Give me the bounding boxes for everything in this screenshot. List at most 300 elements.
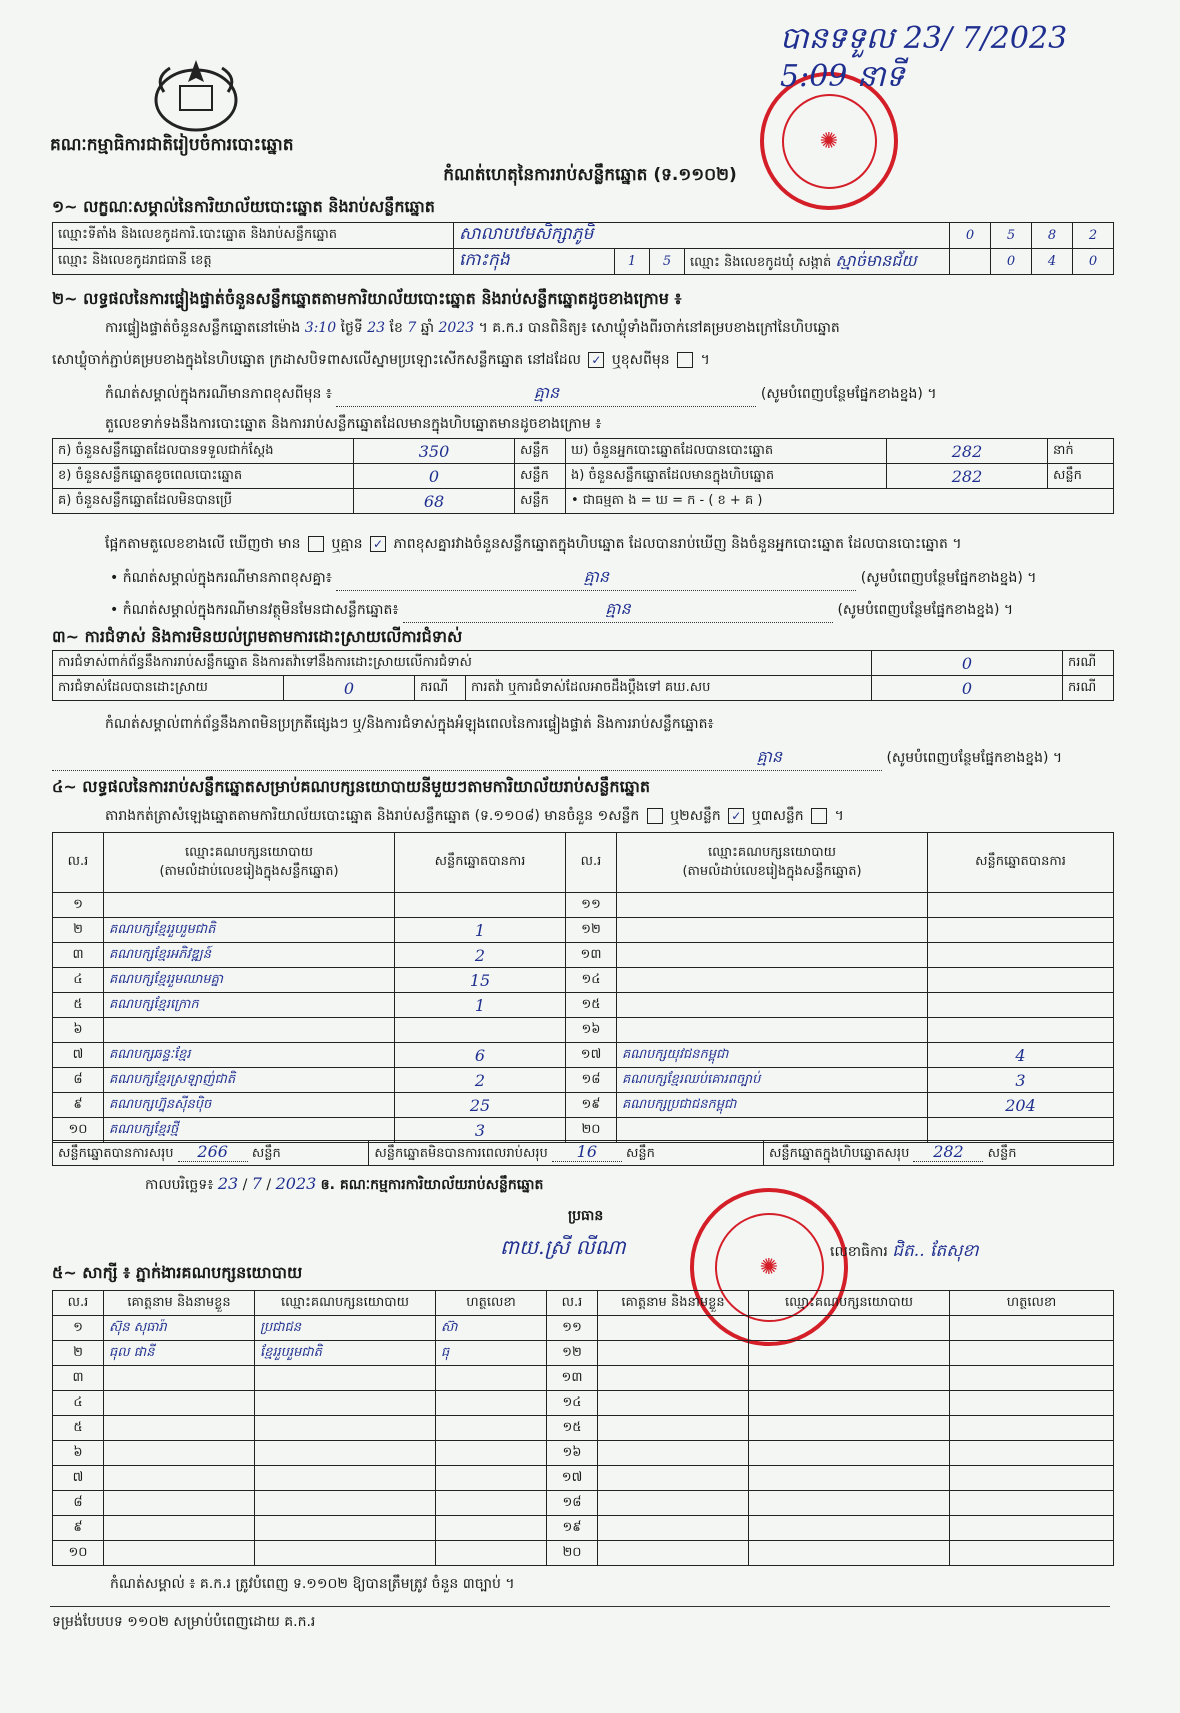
province-label: ឈ្មោះ និងលេខកូដរាជធានី ខេត្ត [53, 249, 454, 275]
party-results-table [52, 832, 1114, 1143]
witness-no-right: ១៤ [547, 1391, 598, 1416]
unused-ballots-value: 68 [354, 489, 515, 514]
witness-signature [436, 1441, 547, 1466]
spoiled-ballots-value: 0 [354, 464, 515, 489]
party-no-right: ១៩ [566, 1093, 617, 1118]
witness-party-right [749, 1366, 950, 1391]
table-row [53, 1416, 1114, 1441]
party-no-right: ១៥ [566, 993, 617, 1018]
objection-value: 0 [872, 651, 1063, 676]
voters-unit: នាក់ [1048, 439, 1114, 464]
party-name-right [617, 893, 928, 918]
witness-signature [436, 1416, 547, 1441]
witness-signature-right [950, 1441, 1114, 1466]
witness-col-sign: ហត្ថលេខា [436, 1291, 547, 1316]
form-title: កំណត់ហេតុនៃការរាប់សន្លឹកឆ្នោត (ទ.១១០២) [443, 165, 737, 185]
diff-check-text-a: ផ្អែកតាមតួលេខខាងលើ ឃើញថា មាន [105, 536, 301, 552]
commune-code-blank [950, 249, 991, 275]
witness-party [255, 1516, 436, 1541]
table-row [53, 1366, 1114, 1391]
party-name: គណបក្សខ្មែរស្រឡាញ់ជាតិ [104, 1068, 395, 1093]
verify-time: 3:10 [304, 320, 337, 336]
witness-name-right [598, 1316, 749, 1341]
col-party-sub: (តាមលំដាប់លេខរៀងក្នុងសន្លឹកឆ្នោត) [159, 863, 339, 879]
total-invalid-label: សន្លឹកឆ្នោតមិនបានការពេលរាប់សរុប [374, 1146, 548, 1161]
witness-name-right [598, 1516, 749, 1541]
table-row [53, 1068, 1114, 1093]
president-label: ប្រធាន [568, 1208, 604, 1224]
location-code-3: 8 [1032, 223, 1073, 249]
verify-text-e: ។ គ.ក.រ បានពិនិត្យ៖ សោឃ្លុំទាំងពីរចាក់នៅគម្របខាងក្រៅនៃហិបឆ្នោត [478, 320, 840, 336]
commune-code-3: 0 [1073, 249, 1114, 275]
party-name-right [617, 943, 928, 968]
section1-heading: ១~ លក្ខណៈសម្គាល់នៃការិយាល័យបោះឆ្នោត និងរាប់សន្លឹកឆ្នោត [52, 197, 435, 216]
witness-party-right [749, 1416, 950, 1441]
section3-heading: ៣~ ការជំទាស់ និងការមិនយល់ព្រមតាមការដោះស្រាយលើការជំទាស់ [52, 627, 463, 646]
col-party-right [617, 833, 928, 893]
witness-party: ប្រជាជន [255, 1316, 436, 1341]
location-label: ឈ្មោះទីតាំង និងលេខកូដការិ.បោះឆ្នោត និងរាប់សន្លឹកឆ្នោត [53, 223, 454, 249]
witness-name [104, 1466, 255, 1491]
witness-party-right [749, 1316, 950, 1341]
total-valid-value: 266 [178, 1142, 248, 1162]
total-box-cell [764, 1141, 1114, 1166]
party-name-right [617, 1018, 928, 1043]
witness-name [104, 1391, 255, 1416]
commune-value: ស្មាច់មានជ័យ [835, 250, 917, 270]
witness-signature: ធុ [436, 1341, 547, 1366]
location-value: សាលាបឋមសិក្សាភូមិ [454, 223, 950, 249]
difference-note-line [105, 382, 937, 407]
tally-table [52, 438, 1114, 514]
party-votes-right [928, 968, 1114, 993]
object-note-suffix: (សូមបំពេញបន្ថែមផ្នែកខាងខ្នង) ។ [837, 602, 1014, 618]
witness-signature [436, 1541, 547, 1566]
witness-no-right: ១៦ [547, 1441, 598, 1466]
party-votes-right [928, 1018, 1114, 1043]
witness-party [255, 1441, 436, 1466]
party-name: គណបក្សហ្វ៊ុនស៊ីនប៉ិច [104, 1093, 395, 1118]
party-votes: 2 [395, 943, 566, 968]
secretary-line [830, 1240, 979, 1265]
changed-checkbox[interactable] [677, 352, 693, 368]
witness-name-right [598, 1491, 749, 1516]
table-row [53, 993, 1114, 1018]
witness-signature-right [950, 1541, 1114, 1566]
table-row [53, 1466, 1114, 1491]
box-ballots-value: 282 [887, 464, 1048, 489]
section1-table [52, 222, 1114, 275]
party-no: ១០ [53, 1118, 104, 1143]
verify-text-a: ការផ្ទៀងផ្ទាត់ចំនួនសន្លឹកឆ្នោតនៅម៉ោង [105, 320, 301, 336]
witness-signature-right [950, 1341, 1114, 1366]
witness-no: ៣ [53, 1366, 104, 1391]
witness-no: ១ [53, 1316, 104, 1341]
witness-party-right [749, 1516, 950, 1541]
diff-note-line [110, 566, 1036, 591]
no-difference-checkbox[interactable]: ✓ [370, 536, 386, 552]
box-ballots-label: ង) ចំនួនសន្លឹកឆ្នោតដែលមានក្នុងហិបឆ្នោត [566, 464, 887, 489]
verify-text-d: ឆ្នាំ [420, 320, 435, 336]
witness-name [104, 1516, 255, 1541]
party-name [104, 1018, 395, 1043]
witness-name [104, 1541, 255, 1566]
witness-party-right [749, 1441, 950, 1466]
witness-signature [436, 1366, 547, 1391]
col-votes-right: សន្លឹកឆ្នោតបានការ [928, 833, 1114, 893]
commune-code-1: 0 [991, 249, 1032, 275]
party-no-right: ១៤ [566, 968, 617, 993]
party-no: ៨ [53, 1068, 104, 1093]
verify-year: 2023 [438, 320, 475, 336]
party-name: គណបក្សឆន្ទៈខ្មែរ [104, 1043, 395, 1068]
difference-note-suffix: (សូមបំពេញបន្ថែមផ្នែកខាងខ្នង) ។ [760, 386, 937, 402]
same-checkbox[interactable]: ✓ [588, 352, 604, 368]
object-note-label: • កំណត់សម្គាល់ក្នុងករណីមានវត្ថុមិនមែនជាសន្លឹកឆ្នោត៖ [110, 602, 399, 618]
party-name-right: គណបក្សប្រជាជនកម្ពុជា [617, 1093, 928, 1118]
party-no: ៥ [53, 993, 104, 1018]
date-label: កាលបរិច្ឆេទ៖ [145, 1177, 214, 1193]
party-no: ៩ [53, 1093, 104, 1118]
voters-value: 282 [887, 439, 1048, 464]
witness-no-right: ១១ [547, 1316, 598, 1341]
party-name [104, 893, 395, 918]
date-month: 7 [251, 1174, 262, 1193]
resolved-label: ការជំទាស់ដែលបានដោះស្រាយ [53, 676, 284, 701]
spoiled-ballots-unit: សន្លឹក [515, 464, 566, 489]
witness-party [255, 1466, 436, 1491]
committee-label: ឲ. គណៈកម្មការការិយាល័យរាប់សន្លឹកឆ្នោត [320, 1177, 544, 1193]
table-row [53, 1093, 1114, 1118]
party-votes-right [928, 1118, 1114, 1143]
witness-col-name-right: គោត្តនាម និងនាមខ្លួន [598, 1291, 749, 1316]
sheets-text-b: ឬ២សន្លឹក [670, 808, 721, 824]
col-no-right: ល.រ [566, 833, 617, 893]
party-name: គណបក្សខ្មែរអភិវឌ្ឍន៍ [104, 943, 395, 968]
witness-no: ២ [53, 1341, 104, 1366]
party-no-right: ១៣ [566, 943, 617, 968]
changed-text: ឬខុសពីមុន [611, 352, 670, 368]
section4-heading: ៤~ លទ្ធផលនៃការរាប់សន្លឹកឆ្នោតសម្រាប់គណបក្សនយោបាយនីមួយៗតាមការិយាល័យរាប់សន្លឹកឆ្នោត [52, 777, 651, 796]
secretary-label: លេខាធិការ [830, 1244, 888, 1260]
sheets-text-a: តារាងកត់ត្រាសំឡេងឆ្នោតតាមការិយាល័យបោះឆ្នោត និងរាប់សន្លឹកឆ្នោត (ទ.១១០៨) មានចំនួន ១សន្លឹក [105, 808, 640, 824]
unused-ballots-label: គ) ចំនួនសន្លឹកឆ្នោតដែលមិនបានប្រើ [53, 489, 354, 514]
party-votes: 1 [395, 918, 566, 943]
party-votes-right: 204 [928, 1093, 1114, 1118]
witness-no-right: ១៥ [547, 1416, 598, 1441]
witness-col-party-right: ឈ្មោះគណបក្សនយោបាយ [749, 1291, 950, 1316]
party-no-right: ១៨ [566, 1068, 617, 1093]
party-name-right [617, 993, 928, 1018]
col-party-sub-right: (តាមលំដាប់លេខរៀងក្នុងសន្លឹកឆ្នោត) [682, 863, 862, 879]
diff-note-label: • កំណត់សម្គាល់ក្នុងករណីមានភាពខុសគ្នា៖ [110, 570, 332, 586]
object-note-line [110, 598, 1013, 623]
witness-col-name: គោត្តនាម និងនាមខ្លួន [104, 1291, 255, 1316]
witness-name [104, 1491, 255, 1516]
witness-name [104, 1416, 255, 1441]
irregularity-note: កំណត់សម្គាល់ពាក់ព័ន្ធនឹងភាពមិនប្រក្រតីផ្សេងៗ ឬ/និងការជំទាស់ក្នុងអំឡុងពេលនៃការផ្ទៀងផ្ទាត់ និងការរាប់សន្លឹកឆ្នោត៖ [105, 716, 714, 732]
party-name-right [617, 968, 928, 993]
table-row [53, 1316, 1114, 1341]
table-row [53, 943, 1114, 968]
diff-check-text-b: ឬគ្មាន [331, 536, 363, 552]
party-no: ៧ [53, 1043, 104, 1068]
witness-party [255, 1541, 436, 1566]
witness-name: ស៊ុន សុធារ៉ា [104, 1316, 255, 1341]
irregularity-line [52, 746, 1062, 771]
irregularity-suffix: (សូមបំពេញបន្ថែមផ្នែកខាងខ្នង) ។ [886, 750, 1063, 766]
witness-signature-right [950, 1391, 1114, 1416]
witness-signature [436, 1391, 547, 1416]
witness-no-right: ១៣ [547, 1366, 598, 1391]
commune-cell [685, 249, 950, 275]
witness-no: ៨ [53, 1491, 104, 1516]
organization-name: គណៈកម្មាធិការជាតិរៀបចំការបោះឆ្នោត [50, 135, 294, 155]
col-no: ល.រ [53, 833, 104, 893]
witness-name-right [598, 1416, 749, 1441]
witness-party [255, 1391, 436, 1416]
period-text: ។ [700, 352, 710, 368]
irregularity-value: គ្មាន [52, 746, 882, 771]
party-no: ២ [53, 918, 104, 943]
appeal-label: ការតវ៉ា ឬការជំទាស់ដែលអាចដឹងប្តឹងទៅ គឃ.សប [466, 676, 872, 701]
witness-party: ខ្មែររួបរួមជាតិ [255, 1341, 436, 1366]
party-results-body [53, 893, 1114, 1143]
box-ballots-unit: សន្លឹក [1048, 464, 1114, 489]
col-party-text: ឈ្មោះគណបក្សនយោបាយ [185, 844, 313, 860]
voters-label: ឃ) ចំនួនអ្នកបោះឆ្នោតដែលបានបោះឆ្នោត [566, 439, 887, 464]
witness-party-right [749, 1466, 950, 1491]
party-name: គណបក្សខ្មែរថ្មី [104, 1118, 395, 1143]
table-row [53, 968, 1114, 993]
party-name-right: គណបក្សខ្មែរឈប់គោរពច្បាប់ [617, 1068, 928, 1093]
received-note: បានទទួល 23/ 7/2023 5:09 នាទី [780, 21, 1068, 94]
table-row [53, 1516, 1114, 1541]
totals-table [52, 1140, 1114, 1166]
party-votes-right: 4 [928, 1043, 1114, 1068]
party-name: គណបក្សខ្មែរក្រោក [104, 993, 395, 1018]
witness-no-right: ១៩ [547, 1516, 598, 1541]
table-row [53, 1043, 1114, 1068]
difference-check-line [105, 534, 962, 555]
col-votes: សន្លឹកឆ្នោតបានការ [395, 833, 566, 893]
witness-signature [436, 1516, 547, 1541]
witness-no: ៦ [53, 1441, 104, 1466]
province-code-1: 1 [615, 249, 650, 275]
party-votes-right [928, 993, 1114, 1018]
spoiled-ballots-label: ខ) ចំនួនសន្លឹកឆ្នោតខូចពេលបោះឆ្នោត [53, 464, 354, 489]
witness-signature [436, 1491, 547, 1516]
witness-party [255, 1491, 436, 1516]
section2-heading: ២~ លទ្ធផលនៃការផ្ទៀងផ្ទាត់ចំនួនសន្លឹកឆ្នោតតាមការិយាល័យបោះឆ្នោត និងរាប់សន្លឹកឆ្នោតដូចខាងក្រោម ៖ [52, 289, 682, 308]
object-note-value: គ្មាន [403, 598, 833, 623]
party-votes [395, 893, 566, 918]
difference-note-value: គ្មាន [336, 382, 756, 407]
witness-no-right: ១៨ [547, 1491, 598, 1516]
table-row [53, 1491, 1114, 1516]
witness-party-right [749, 1341, 950, 1366]
objection-unit: ករណី [1063, 651, 1114, 676]
footer-note: កំណត់សម្គាល់ ៖ គ.ក.រ ត្រូវបំពេញ ទ.១១០២ ឱ្យបានត្រឹមត្រូវ ចំនួន ៣ច្បាប់ ។ [110, 1576, 515, 1592]
party-votes-right: 3 [928, 1068, 1114, 1093]
party-no-right: ១៧ [566, 1043, 617, 1068]
witness-party-right [749, 1541, 950, 1566]
table-row [53, 1391, 1114, 1416]
province-value: កោះកុង [454, 249, 615, 275]
total-valid-label: សន្លឹកឆ្នោតបានការសរុប [58, 1146, 174, 1161]
tally-intro: តួលេខទាក់ទងនឹងការបោះឆ្នោត និងការរាប់សន្លឹកឆ្នោតដែលមានក្នុងហិបឆ្នោតមានដូចខាងក្រោម ៖ [105, 416, 602, 432]
witness-party [255, 1416, 436, 1441]
witness-signature-right [950, 1366, 1114, 1391]
witness-no: ៥ [53, 1416, 104, 1441]
sheets-text-d: ។ [834, 808, 844, 824]
party-votes: 15 [395, 968, 566, 993]
witness-no-right: ២០ [547, 1541, 598, 1566]
witness-signature [436, 1466, 547, 1491]
col-party [104, 833, 395, 893]
witness-no: ៩ [53, 1516, 104, 1541]
sheets-text-c: ឬ៣សន្លឹក [751, 808, 804, 824]
party-votes: 1 [395, 993, 566, 1018]
witness-name-right [598, 1541, 749, 1566]
total-invalid-value: 16 [552, 1142, 622, 1162]
appeal-value: 0 [872, 676, 1063, 701]
received-ballots-unit: សន្លឹក [515, 439, 566, 464]
party-votes: 3 [395, 1118, 566, 1143]
commune-label: ឈ្មោះ និងលេខកូដឃុំ សង្កាត់ [690, 254, 832, 270]
verification-line-2 [52, 350, 710, 371]
diff-note-value: គ្មាន [336, 566, 856, 591]
witness-col-no: ល.រ [53, 1291, 104, 1316]
has-difference-checkbox[interactable] [308, 536, 324, 552]
seal-text: សោឃ្លុំចាក់ភ្ជាប់គម្របខាងក្នុងនៃហិបឆ្នោត ក្រដាសបិទពាសលើស្នាមប្រឡោះសើកសន្លឹកឆ្នោត នៅដដែល [52, 352, 581, 368]
party-votes [395, 1018, 566, 1043]
verification-line-1 [105, 318, 840, 339]
date-line: កាលបរិច្ឆេទ៖ 23 / 7 / 2023 ឲ. គណៈកម្មការការិយាល័យរាប់សន្លឹកឆ្នោត [145, 1174, 544, 1193]
total-box-unit: សន្លឹក [987, 1146, 1017, 1161]
table-row [53, 893, 1114, 918]
verify-day: 23 [367, 320, 386, 336]
party-no: ១ [53, 893, 104, 918]
diff-check-text-c: ភាពខុសគ្នារវាងចំនួនសន្លឹកឆ្នោតក្នុងហិបឆ្នោត ដែលបានរាប់ឃើញ និងចំនួនអ្នកបោះឆ្នោត ដែលបានបោះឆ្នោត ។ [393, 536, 962, 552]
table-row [53, 1018, 1114, 1043]
party-name-right: គណបក្សយុវជនកម្ពុជា [617, 1043, 928, 1068]
witness-col-no-right: ល.រ [547, 1291, 598, 1316]
witness-no-right: ១២ [547, 1341, 598, 1366]
party-name-right [617, 1118, 928, 1143]
table-row [53, 918, 1114, 943]
total-valid-unit: សន្លឹក [251, 1146, 281, 1161]
witness-signature-right [950, 1416, 1114, 1441]
party-name: គណបក្សខ្មែររួមឈាមគ្នា [104, 968, 395, 993]
president-signature: ពាយ.ស្រី លីណា [500, 1235, 626, 1259]
party-name: គណបក្សខ្មែររួបរួមជាតិ [104, 918, 395, 943]
witness-signature-right [950, 1516, 1114, 1541]
tally-row [53, 439, 1114, 464]
witness-table [52, 1290, 1114, 1566]
appeal-unit: ករណី [1063, 676, 1114, 701]
total-box-label: សន្លឹកឆ្នោតក្នុងហិបឆ្នោតសរុប [769, 1146, 910, 1161]
party-no-right: ១១ [566, 893, 617, 918]
diff-note-suffix: (សូមបំពេញបន្ថែមផ្នែកខាងខ្នង) ។ [860, 570, 1037, 586]
location-code-1: 0 [950, 223, 991, 249]
date-day: 23 [217, 1174, 239, 1193]
party-votes: 25 [395, 1093, 566, 1118]
unused-ballots-unit: សន្លឹក [515, 489, 566, 514]
three-sheets-checkbox[interactable] [811, 808, 827, 824]
witness-no: ៤ [53, 1391, 104, 1416]
section5-heading: ៥~ សាក្សី ៖ ភ្នាក់ងារគណបក្សនយោបាយ [52, 1263, 303, 1282]
verify-text-b: ថ្ងៃទី [340, 320, 363, 336]
total-invalid-cell [369, 1141, 764, 1166]
witness-name-right [598, 1341, 749, 1366]
date-year: 2023 [275, 1174, 317, 1193]
witness-signature: ស៊ា [436, 1316, 547, 1341]
party-no-right: ២០ [566, 1118, 617, 1143]
form-note: ទម្រង់បែបបទ ១១០២ សម្រាប់បំពេញដោយ គ.ក.រ [52, 1614, 316, 1630]
party-no-right: ១២ [566, 918, 617, 943]
difference-note-label: កំណត់សម្គាល់ក្នុងករណីមានភាពខុសពីមុន ៖ [105, 386, 332, 402]
total-box-value: 282 [913, 1142, 983, 1162]
location-code-2: 5 [991, 223, 1032, 249]
resolved-unit: ករណី [415, 676, 466, 701]
witness-signature-right [950, 1316, 1114, 1341]
witness-name-right [598, 1366, 749, 1391]
province-code-2: 5 [650, 249, 685, 275]
party-name-right [617, 918, 928, 943]
witness-signature-right [950, 1466, 1114, 1491]
tally-row [53, 489, 1114, 514]
objection-table [52, 650, 1114, 701]
party-votes-right [928, 893, 1114, 918]
formula-text: • ជាធម្មតា ង = ឃ = ក - ( ខ + គ ) [566, 489, 1114, 514]
witness-no: ៧ [53, 1466, 104, 1491]
party-votes-right [928, 943, 1114, 968]
party-no-right: ១៦ [566, 1018, 617, 1043]
location-code-4: 2 [1073, 223, 1114, 249]
secretary-signature: ជិត.. តែសុខា [892, 1241, 979, 1261]
witness-col-sign-right: ហត្ថលេខា [950, 1291, 1114, 1316]
tally-row [53, 464, 1114, 489]
table-row [53, 1118, 1114, 1143]
footer-divider [50, 1606, 1110, 1607]
received-ballots-label: ក) ចំនួនសន្លឹកឆ្នោតដែលបានទទួលជាក់ស្តែង [53, 439, 354, 464]
party-no: ៣ [53, 943, 104, 968]
party-no: ៦ [53, 1018, 104, 1043]
commune-code-2: 4 [1032, 249, 1073, 275]
objection-label: ការជំទាស់ពាក់ព័ន្ធនឹងការរាប់សន្លឹកឆ្នោត និងការតវ៉ាទៅនឹងការដោះស្រាយលើការជំទាស់ [53, 651, 872, 676]
party-no: ៤ [53, 968, 104, 993]
received-ballots-value: 350 [354, 439, 515, 464]
record-sheets-line [105, 806, 844, 827]
one-sheet-checkbox[interactable] [647, 808, 663, 824]
witness-no-right: ១៧ [547, 1466, 598, 1491]
witness-name [104, 1441, 255, 1466]
witness-name: ធុល ផានី [104, 1341, 255, 1366]
stamp-emblem-icon-2: ✺ [715, 1213, 824, 1322]
verify-text-c: ខែ [389, 320, 403, 336]
witness-body [53, 1316, 1114, 1566]
nec-logo-icon [150, 52, 242, 134]
col-party-text-right: ឈ្មោះគណបក្សនយោបាយ [708, 844, 836, 860]
verify-month: 7 [407, 320, 417, 336]
witness-party-right [749, 1391, 950, 1416]
witness-name-right [598, 1441, 749, 1466]
two-sheets-checkbox[interactable]: ✓ [728, 808, 744, 824]
party-votes: 6 [395, 1043, 566, 1068]
party-votes: 2 [395, 1068, 566, 1093]
witness-name-right [598, 1391, 749, 1416]
